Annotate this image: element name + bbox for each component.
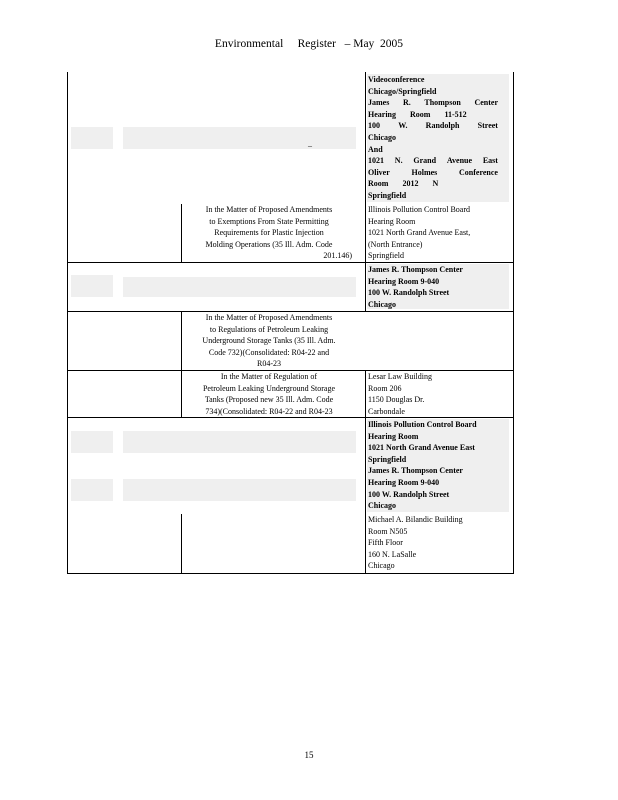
column-divider [365,417,366,573]
location-line: Chicago [368,299,396,309]
shaded-matter-cell [123,127,356,149]
shaded-date-cell [71,127,113,149]
location-cell [368,74,498,202]
location-line: (North Entrance) [368,239,423,249]
dash-mark: – [308,141,312,150]
location-line: Michael A. Bilandic Building [368,515,463,524]
table-bottom [67,573,514,574]
location-line: Fifth Floor [368,538,403,548]
location-cell [368,204,495,262]
location-line: Hearing Room 9-040 [368,276,440,286]
column-divider [181,514,182,573]
location-line: Chicago [368,132,396,142]
location-cell [368,514,480,572]
location-line: 1021 North Grand Avenue East, [368,228,471,238]
matter-line: to Exemptions From State Permitting [209,216,329,226]
location-cell [368,419,498,512]
location-line: Hearing Room 9-040 [368,477,440,487]
shaded-matter-cell [123,431,356,453]
location-line: Oliver Holmes Conference [368,167,498,177]
location-line: Lesar Law Building [368,372,432,381]
journal-section: Register [297,38,336,50]
location-line: Springfield [368,454,407,464]
row-divider [67,262,514,263]
matter-line: Molding Operations (35 Ill. Adm. Code [205,239,333,249]
column-divider [365,72,366,262]
column-divider [365,370,366,417]
location-line: Carbondale [368,406,405,416]
location-line: Room 206 [368,383,402,393]
location-line: 100 W. Randolph Street [368,288,450,298]
location-line: 1150 Douglas Dr. [368,395,425,405]
location-line: Chicago/Springfield [368,86,437,96]
location-line: 100 W. Randolph Street [368,489,450,499]
matter-line: to Regulations of Petroleum Leaking [209,324,329,334]
matter-line: 201.146) [323,251,352,261]
shaded-matter-cell [123,479,356,501]
location-line: Hearing Room [368,216,416,226]
matter-line: Petroleum Leaking Underground Storage [202,383,336,393]
location-line: Room 2012 N [368,179,439,189]
location-line: Springfield [368,251,404,261]
matter-line: In the Matter of Proposed Amendments [205,313,333,322]
location-line: Room N505 [368,526,408,536]
matter-line: Code 732)(Consolidated: R04-22 and [208,347,330,357]
matter-line: In the Matter of Proposed Amendments [205,205,333,214]
shaded-matter-cell [123,277,356,297]
location-cell [368,371,458,417]
location-line: And [368,144,383,154]
column-divider [181,370,182,417]
matter-line: Requirements for Plastic Injection [214,228,324,238]
location-line: 1021 N. Grand Avenue East [368,156,498,166]
matter-line: In the Matter of Regulation of [220,372,318,381]
matter-cell [186,371,352,417]
location-line: Hearing Room [368,431,419,441]
matter-line: Underground Storage Tanks (35 Ill. Adm. [202,336,336,346]
location-line: Chicago [368,561,395,571]
location-line: Springfield [368,190,407,200]
shaded-date-cell [71,431,113,453]
location-line: Hearing Room 11-512 [368,109,467,119]
matter-line: Tanks (Proposed new 35 Ill. Adm. Code [204,395,334,405]
shaded-date-cell [71,275,113,297]
location-line: 1021 North Grand Avenue East [368,443,475,453]
matter-line: R04-23 [257,359,281,369]
column-divider [181,204,182,262]
journal-name: Environmental [214,38,284,50]
issue-date: – May 2005 [344,38,404,50]
location-line: Videoconference [368,75,425,84]
page-number: 15 [304,750,314,760]
location-line: James R. Thompson Center [368,265,463,274]
location-line: Chicago [368,501,396,511]
matter-cell [186,204,352,262]
location-line: James R. Thompson Center [368,98,498,108]
matter-cell [186,312,352,370]
shaded-date-cell [71,479,113,501]
location-line: Illinois Pollution Control Board [368,205,471,214]
running-header [0,38,618,50]
location-line: Illinois Pollution Control Board [368,420,477,429]
matter-line: 734)(Consolidated: R04-22 and R04-23 [205,406,333,416]
column-divider [365,262,366,311]
location-cell [368,264,480,310]
location-line: 100 W. Randolph Street [368,121,498,131]
column-divider [181,311,182,370]
location-line: James R. Thompson Center [368,466,463,476]
location-line: 160 N. LaSalle [368,549,417,559]
